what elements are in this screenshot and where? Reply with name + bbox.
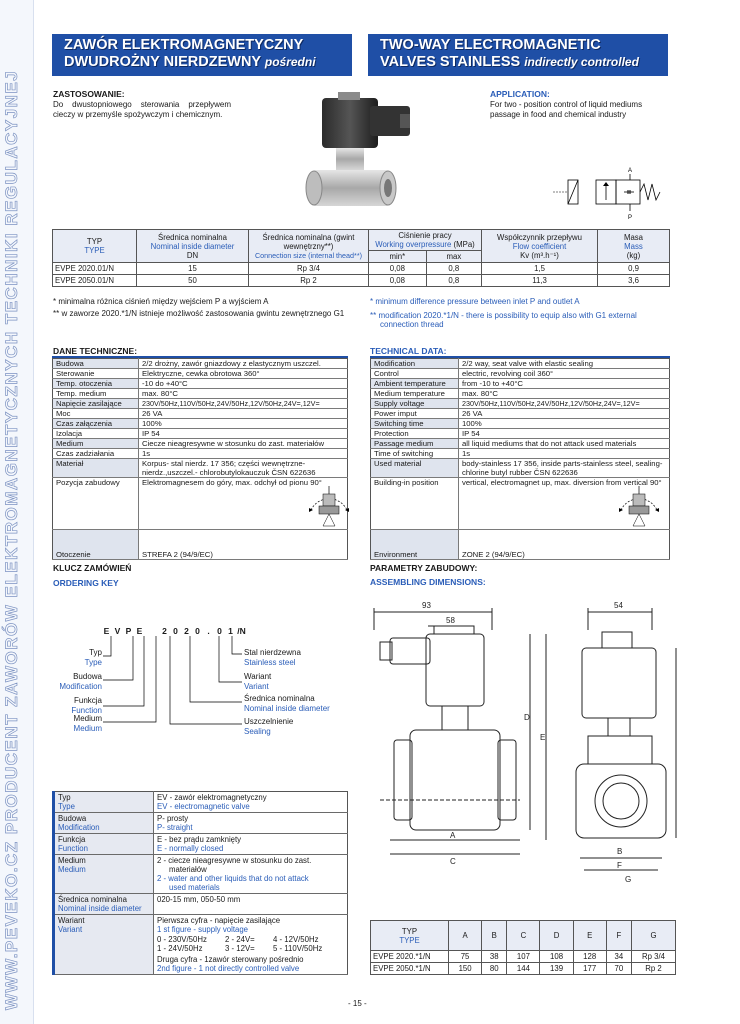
code-char: 0 xyxy=(173,626,178,636)
spec-value: 2/2 way, seat valve with elastic sealing xyxy=(459,359,670,369)
mounting-position-icon xyxy=(299,480,359,528)
note-pl-2: ** w zaworze 2020.*1/N istnieje możliwość zastosowania gwintu zewnętrznego G1 xyxy=(53,309,345,318)
ord-left-type xyxy=(60,648,102,667)
cell-mass: 3,6 xyxy=(598,275,670,287)
main-h-press-en: Working overpressure xyxy=(375,240,452,249)
spec-key: Napięcie zasilające xyxy=(53,399,139,409)
main-h-mass xyxy=(598,230,670,263)
dim-cell: 139 xyxy=(540,963,573,975)
table-row xyxy=(371,389,670,399)
main-h-mass-pl: Masa xyxy=(623,232,644,242)
ord-k-mod-pl: Budowa xyxy=(58,814,87,823)
ord-v-var1-en: 1 st figure - supply voltage xyxy=(157,925,249,934)
dim-col-header: D xyxy=(540,921,573,951)
dim-col-header: B xyxy=(482,921,507,951)
main-h-mass-unit: (kg) xyxy=(626,250,641,260)
spec-key: Protection xyxy=(371,429,459,439)
ord-v-mod-en: P- straight xyxy=(157,823,193,832)
ord-left-med xyxy=(44,714,102,733)
ord-k-var xyxy=(54,915,154,975)
valve-photo xyxy=(300,88,420,228)
cell-dn: 50 xyxy=(137,275,249,287)
ord-dn-pl: Średnica nominalna xyxy=(244,694,315,703)
ord-k-type-en: Type xyxy=(58,802,75,811)
spec-key: Medium temperature xyxy=(371,389,459,399)
banner-en-title2-line xyxy=(380,54,668,71)
side-vertical-text: WWW.PEVEKO.CZ PRODUCENT ZAWORÓW ELEKTROMAGNETYCZNYCH TECHNIKI REGULACYJNEJ xyxy=(2,69,21,1010)
main-h-dn-en: Nominal inside diameter xyxy=(150,241,235,251)
main-h-kv-en: Flow coefficient xyxy=(512,241,567,251)
dim-label-d: D xyxy=(524,713,530,722)
ord-k-med-en: Medium xyxy=(58,865,86,874)
table-row xyxy=(53,399,348,409)
spec-key: Otoczenie xyxy=(53,530,139,560)
spec-value: 26 VA xyxy=(139,409,348,419)
table-row xyxy=(53,530,348,560)
spec-value: Ciecze nieagresywne w stosunku do zast. materiałów xyxy=(139,439,348,449)
ord-v-type xyxy=(154,792,348,813)
ordering-heading-en: ORDERING KEY xyxy=(53,578,119,588)
ord-v-func-en: E - normally closed xyxy=(157,844,224,853)
code-char: 2 xyxy=(184,626,189,636)
tech-pl-heading: DANE TECHNICZNE: xyxy=(53,346,138,356)
spec-key: Ambient temperature xyxy=(371,379,459,389)
dim-cell: 177 xyxy=(573,963,606,975)
table-row xyxy=(371,379,670,389)
ord-k-type-pl: Typ xyxy=(58,793,71,802)
ord-seal-en: Sealing xyxy=(244,726,271,736)
ord-v-mod-pl: P- prosty xyxy=(157,814,189,823)
spec-value: 100% xyxy=(139,419,348,429)
spec-key: Medium xyxy=(53,439,139,449)
cell-conn: Rp 2 xyxy=(249,275,369,287)
ord-v-med xyxy=(154,855,348,894)
note-en-2b: connection thread xyxy=(380,320,444,329)
spec-value: vertical, electromagnet up, max. diversion from vertical 90° xyxy=(462,478,662,487)
spec-value: Elektromagnesem do góry, max. odchył od pionu 90° xyxy=(142,478,322,487)
banner-pl-title2: DWUDROŻNY NIERDZEWNY xyxy=(64,54,261,70)
dim-col-header: E xyxy=(573,921,606,951)
table-row xyxy=(371,429,670,439)
cell-type: EVPE 2050.01/N xyxy=(53,275,137,287)
tech-en-heading: TECHNICAL DATA: xyxy=(370,346,447,356)
spec-key: Pozycja zabudowy xyxy=(53,478,139,530)
code-char: 1 xyxy=(228,626,233,636)
spec-value: max. 80°C xyxy=(459,389,670,399)
ord-var-pl: Wariant xyxy=(244,672,272,681)
main-h-type-en: TYPE xyxy=(84,246,105,255)
note-en-1: * minimum difference pressure between inlet P and outlet A xyxy=(370,297,580,306)
ord-steel-en: Stainless steel xyxy=(244,657,296,667)
application-pl-heading: ZASTOSOWANIE: xyxy=(53,89,125,99)
table-row xyxy=(371,478,670,530)
dim-cell-type: EVPE 2050.*1/N xyxy=(371,963,449,975)
table-row xyxy=(53,263,670,275)
spec-value: STREFA 2 (94/9/EC) xyxy=(139,530,348,560)
main-h-conn xyxy=(249,230,369,263)
table-row xyxy=(53,478,348,530)
assembly-drawing xyxy=(370,590,700,890)
spec-key: Switching time xyxy=(371,419,459,429)
table-row xyxy=(53,459,348,478)
spec-value: 1s xyxy=(459,449,670,459)
cell-conn: Rp 3/4 xyxy=(249,263,369,275)
dim-label-54: 54 xyxy=(614,601,623,610)
ord-v-type-pl: EV - zawór elektromagnetyczny xyxy=(157,793,267,802)
table-row xyxy=(53,275,670,287)
table-row xyxy=(54,792,348,813)
spec-key: Used material xyxy=(371,459,459,478)
spec-key: Temp. medium xyxy=(53,389,139,399)
dim-col-header: G xyxy=(632,921,676,951)
cell-min: 0,08 xyxy=(369,275,427,287)
page-number: - 15 - xyxy=(348,999,367,1008)
dim-label-b: B xyxy=(617,847,623,856)
ord-k-dn-en: Nominal inside diameter xyxy=(58,904,142,913)
spec-value: all liquid mediums that do not attack used materials xyxy=(459,439,670,449)
code-char: E xyxy=(103,626,110,636)
spec-value-cell xyxy=(139,478,348,530)
table-row xyxy=(371,530,670,560)
main-h-dn-pl: Średnica nominalna xyxy=(158,232,227,242)
spec-value-cell xyxy=(459,478,670,530)
dim-label-58: 58 xyxy=(446,616,455,625)
ord-right-var xyxy=(244,672,271,691)
ord-k-var-pl: Wariant xyxy=(58,916,85,925)
dim-label-g: G xyxy=(625,875,632,884)
voltage-option: 2 - 24V= xyxy=(225,935,255,944)
spec-key: Time of switching xyxy=(371,449,459,459)
table-row xyxy=(371,449,670,459)
table-row xyxy=(53,389,348,399)
ord-v-med-en2: used materials xyxy=(169,883,220,892)
table-row xyxy=(53,409,348,419)
spec-key: Building-in position xyxy=(371,478,459,530)
ord-left-func xyxy=(44,696,102,715)
table-row xyxy=(371,359,670,369)
dim-label-93: 93 xyxy=(422,601,431,610)
cell-min: 0,08 xyxy=(369,263,427,275)
banner-pl-title2-line xyxy=(64,54,352,71)
spec-value: max. 80°C xyxy=(139,389,348,399)
voltage-option: 1 - 24V/50Hz xyxy=(157,944,203,953)
cell-max: 0,8 xyxy=(426,275,481,287)
ord-med-pl: Medium xyxy=(73,714,102,723)
ord-k-med xyxy=(54,855,154,894)
ord-v-med-pl: 2 - ciecze nieagresywne w stosunku do zast. xyxy=(157,856,312,865)
dim-cell: Rp 3/4 xyxy=(632,951,676,963)
ord-seal-pl: Uszczelnienie xyxy=(244,717,294,726)
code-char: P xyxy=(125,626,132,636)
ord-k-func-pl: Funkcja xyxy=(58,835,86,844)
code-char: V xyxy=(114,626,121,636)
spec-value: ZONE 2 (94/9/EC) xyxy=(459,530,670,560)
dim-h-type-pl: TYP xyxy=(401,926,418,936)
ord-k-dn xyxy=(54,894,154,915)
ord-v-var2-pl: Druga cyfra - 1zawór sterowany pośrednio xyxy=(157,955,304,964)
dim-cell: 128 xyxy=(573,951,606,963)
table-row xyxy=(54,813,348,834)
dim-cell: 150 xyxy=(449,963,482,975)
assembly-heading-en: ASSEMBLING DIMENSIONS: xyxy=(370,577,486,587)
ord-type-en: Type xyxy=(84,657,102,667)
dim-h-type-en: TYPE xyxy=(399,935,420,945)
table-row xyxy=(53,429,348,439)
note-pl-1: * minimalna różnica ciśnień między wejściem P a wyjściem A xyxy=(53,297,269,306)
voltage-row-2 xyxy=(157,944,344,953)
table-row xyxy=(53,449,348,459)
ord-right-seal xyxy=(244,717,293,736)
spec-value: body-stainless 17 356, inside parts-stainless steel, sealing-chlorine butyl rubber ČSN 622636 xyxy=(459,459,670,478)
banner-en-sub: indirectly controlled xyxy=(524,55,639,69)
banner-pl-title1: ZAWÓR ELEKTROMAGNETYCZNY xyxy=(64,37,304,53)
ordering-table xyxy=(52,791,348,975)
table-row xyxy=(371,399,670,409)
main-h-dn-unit: DN xyxy=(186,250,199,260)
code-char: 0 xyxy=(217,626,222,636)
ord-v-var1-pl: Pierwsza cyfra - napięcie zasilające xyxy=(157,916,281,925)
table-row xyxy=(54,894,348,915)
table-row xyxy=(371,419,670,429)
cell-type: EVPE 2020.01/N xyxy=(53,263,137,275)
side-strip xyxy=(0,0,34,1024)
main-h-max: max xyxy=(426,251,481,263)
spec-value: 2/2 drożny, zawór gniazdowy z elastycznym uszczel. xyxy=(139,359,348,369)
ord-k-mod xyxy=(54,813,154,834)
assembly-heading-pl: PARAMETRY ZABUDOWY: xyxy=(370,563,478,573)
dim-cell: 70 xyxy=(606,963,631,975)
table-row xyxy=(371,951,676,963)
dim-cell: 34 xyxy=(606,951,631,963)
ord-v-func xyxy=(154,834,348,855)
ordering-heading-pl: KLUCZ ZAMÓWIEŃ xyxy=(53,563,132,573)
banner-en-title1: TWO-WAY ELECTROMAGNETIC xyxy=(380,37,601,53)
ord-k-med-pl: Medium xyxy=(58,856,86,865)
main-h-mass-en: Mass xyxy=(624,241,643,251)
code-char: 0 xyxy=(195,626,200,636)
dim-cell: 108 xyxy=(540,951,573,963)
table-row xyxy=(53,419,348,429)
ord-k-type xyxy=(54,792,154,813)
ord-func-en: Function xyxy=(71,705,102,715)
valve-symbol xyxy=(552,162,677,222)
ord-v-var2-en: 2nd figure - 1 not directly controlled valve xyxy=(157,964,300,973)
spec-key: Izolacja xyxy=(53,429,139,439)
main-h-press xyxy=(369,230,482,251)
voltage-option: 5 - 110V/50Hz xyxy=(273,944,323,953)
ord-var-en: Variant xyxy=(244,681,269,691)
spec-key: Power imput xyxy=(371,409,459,419)
table-row xyxy=(54,855,348,894)
main-h-min: min* xyxy=(369,251,427,263)
ord-v-dn: 020-15 mm, 050-50 mm xyxy=(154,894,348,915)
dim-label-e: E xyxy=(540,733,546,742)
ordering-key-lines xyxy=(100,636,250,746)
spec-key: Environment xyxy=(371,530,459,560)
application-en-heading: APPLICATION: xyxy=(490,89,550,99)
dim-col-header: C xyxy=(507,921,540,951)
main-h-kv xyxy=(482,230,598,263)
dim-label-f: F xyxy=(617,861,622,870)
spec-value: IP 54 xyxy=(459,429,670,439)
spec-key: Control xyxy=(371,369,459,379)
ord-left-mod xyxy=(44,672,102,691)
dimension-table xyxy=(370,920,676,975)
spec-value: electric, revolving coil 360° xyxy=(459,369,670,379)
code-char: /N xyxy=(237,626,246,636)
cell-kv: 1,5 xyxy=(482,263,598,275)
ord-right-steel xyxy=(244,648,301,667)
spec-key: Materiał xyxy=(53,459,139,478)
ord-k-mod-en: Modification xyxy=(58,823,100,832)
ord-type-pl: Typ xyxy=(89,648,102,657)
table-row xyxy=(54,915,348,975)
banner-pl xyxy=(52,34,352,76)
dim-cell: 75 xyxy=(449,951,482,963)
table-row xyxy=(371,459,670,478)
ord-k-var-en: Variant xyxy=(58,925,83,934)
voltage-option: 4 - 12V/50Hz xyxy=(273,935,319,944)
dim-cell: Rp 2 xyxy=(632,963,676,975)
application-pl-text: Do dwustopniowego sterowania przepływem cieczy w przemyśle spożywczym i chemicznym. xyxy=(53,100,231,119)
tech-pl-table xyxy=(52,358,348,560)
main-table xyxy=(52,229,670,287)
dim-cell: 38 xyxy=(482,951,507,963)
spec-key: Passage medium xyxy=(371,439,459,449)
spec-value: 26 VA xyxy=(459,409,670,419)
spec-key: Budowa xyxy=(53,359,139,369)
symbol-port-a: A xyxy=(628,168,633,174)
dim-label-c: C xyxy=(450,857,456,866)
dim-h-type xyxy=(371,921,449,951)
spec-key: Temp. otoczenia xyxy=(53,379,139,389)
table-row xyxy=(53,359,348,369)
spec-key: Sterowanie xyxy=(53,369,139,379)
main-h-kv-pl: Współczynnik przepływu xyxy=(497,232,582,242)
main-h-press-unit: (MPa) xyxy=(453,240,475,249)
dim-col-header: A xyxy=(449,921,482,951)
dim-label-a: A xyxy=(450,831,456,840)
spec-key: Czas zadziałania xyxy=(53,449,139,459)
spec-key: Modification xyxy=(371,359,459,369)
banner-en-title2: VALVES STAINLESS xyxy=(380,54,521,70)
spec-value: 230V/50Hz,110V/50Hz,24V/50Hz,12V/50Hz,24V=,12V= xyxy=(139,399,348,409)
voltage-option: 3 - 12V= xyxy=(225,944,255,953)
spec-value: 1s xyxy=(139,449,348,459)
ord-v-mod xyxy=(154,813,348,834)
ord-k-dn-pl: Średnica nominalna xyxy=(58,895,127,904)
ord-med-en: Medium xyxy=(73,723,102,733)
ordering-code xyxy=(101,626,247,636)
code-char: . xyxy=(207,626,210,636)
voltage-row-1 xyxy=(157,935,344,944)
spec-value: Korpus- stal nierdz. 17 356; części wewnętrzne- nierdz.,uszczel.- chlorobutylokauczuk ČSN 622636 xyxy=(139,459,348,478)
ord-right-dn xyxy=(244,694,330,713)
code-char: 2 xyxy=(162,626,167,636)
code-char: E xyxy=(136,626,143,636)
dim-cell-type: EVPE 2020.*1/N xyxy=(371,951,449,963)
ord-v-type-en: EV - electromagnetic valve xyxy=(157,802,250,811)
ord-mod-pl: Budowa xyxy=(73,672,102,681)
banner-en xyxy=(368,34,668,76)
spec-key: Moc xyxy=(53,409,139,419)
dim-col-header: F xyxy=(606,921,631,951)
table-row xyxy=(54,834,348,855)
spec-value: 100% xyxy=(459,419,670,429)
banner-pl-sub: pośredni xyxy=(264,55,316,69)
ord-mod-en: Modification xyxy=(59,681,102,691)
tech-en-table xyxy=(370,358,670,560)
mounting-position-icon xyxy=(609,480,669,528)
spec-value: from -10 to +40°C xyxy=(459,379,670,389)
dim-cell: 80 xyxy=(482,963,507,975)
ord-func-pl: Funkcja xyxy=(73,696,102,705)
spec-value: 230V/50Hz,110V/50Hz,24V/50Hz,12V/50Hz,24V=,12V= xyxy=(459,399,670,409)
application-en-text: For two - position control of liquid mediums passage in food and chemical industry xyxy=(490,100,643,119)
ord-v-var xyxy=(154,915,348,975)
main-h-dn xyxy=(137,230,249,263)
ord-v-med-en: 2 - water and other liquids that do not attack xyxy=(157,874,309,883)
spec-value: Elektryczne, cewka obrotowa 360° xyxy=(139,369,348,379)
ord-k-func-en: Function xyxy=(58,844,88,853)
table-row xyxy=(53,379,348,389)
main-h-press-pl: Ciśnienie pracy xyxy=(398,231,452,240)
ord-steel-pl: Stal nierdzewna xyxy=(244,648,301,657)
cell-mass: 0,9 xyxy=(598,263,670,275)
dim-cell: 144 xyxy=(507,963,540,975)
table-row xyxy=(53,369,348,379)
table-row xyxy=(371,409,670,419)
spec-key: Czas załączenia xyxy=(53,419,139,429)
main-h-kv-unit: Kv (m³.h⁻¹) xyxy=(520,250,559,260)
table-row xyxy=(53,439,348,449)
symbol-port-p: P xyxy=(628,215,633,221)
main-h-type-pl: TYP xyxy=(86,237,103,246)
table-row xyxy=(371,439,670,449)
cell-dn: 15 xyxy=(137,263,249,275)
dim-cell: 107 xyxy=(507,951,540,963)
note-en-2a: ** modification 2020.*1/N - there is possibility to equip also with G1 external xyxy=(370,311,637,320)
cell-max: 0,8 xyxy=(426,263,481,275)
main-h-conn-pl: Średnica nominalna (gwint wewnętrzny**) xyxy=(262,232,355,251)
table-row xyxy=(371,963,676,975)
main-h-type xyxy=(53,230,137,263)
spec-value: IP 54 xyxy=(139,429,348,439)
spec-value: -10 do +40°C xyxy=(139,379,348,389)
table-header-row xyxy=(371,921,676,951)
voltage-option: 0 - 230V/50Hz xyxy=(157,935,207,944)
ord-dn-en: Nominal inside diameter xyxy=(244,703,330,713)
table-row xyxy=(371,369,670,379)
spec-key: Supply voltage xyxy=(371,399,459,409)
ord-v-func-pl: E - bez prądu zamknięty xyxy=(157,835,242,844)
main-h-conn-en: Connection size (internal thead**) xyxy=(254,250,363,260)
cell-kv: 11,3 xyxy=(482,275,598,287)
ord-k-func xyxy=(54,834,154,855)
ord-v-med-pl2: materiałów xyxy=(169,865,207,874)
